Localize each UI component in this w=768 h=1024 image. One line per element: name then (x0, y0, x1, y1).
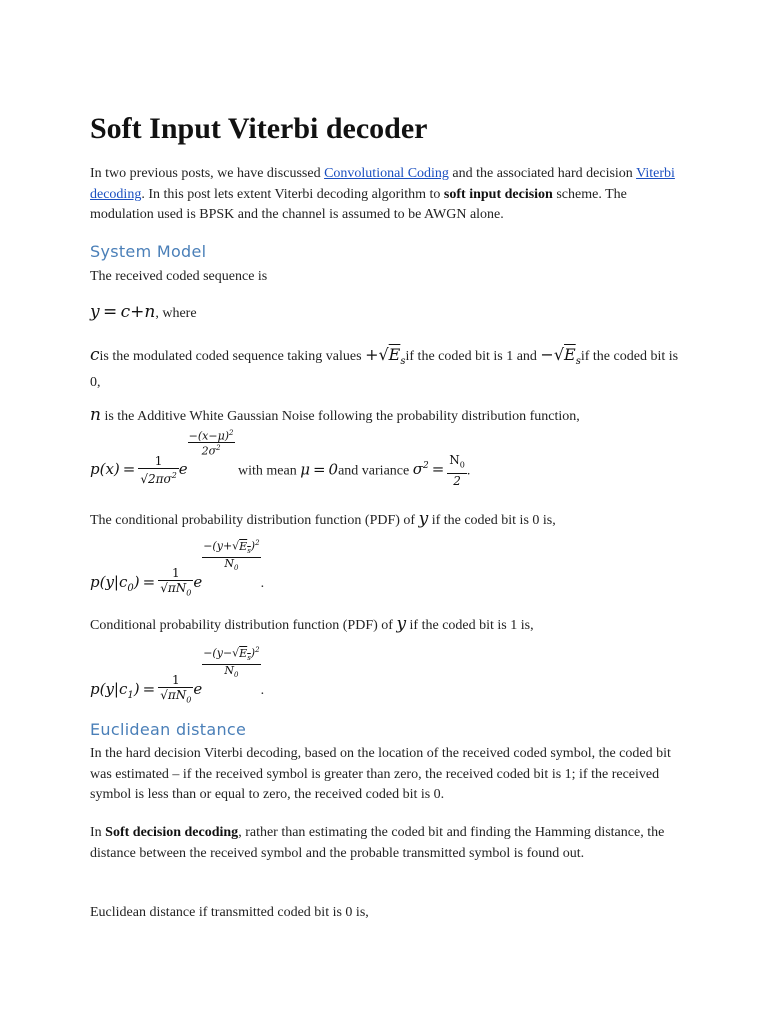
euclidean-distance-heading: Euclidean distance (90, 720, 247, 739)
intro-text: scheme. The modulation used is BPSK and the channel is assumed to be AWGN alone. (90, 186, 627, 222)
equation-pdf-c1 (90, 646, 265, 707)
convolutional-coding-link[interactable]: Convolutional Coding (324, 166, 449, 181)
soft-text: , rather than estimating the coded bit and finding the Hamming distance, the distance between the received symbol and the probable transmitted symbol is found out. (90, 825, 665, 861)
n-text: is the Additive White Gaussian Noise following the probability distribution function, (104, 409, 580, 424)
pdf1-text (90, 614, 690, 637)
minus-sqrt-es: $-√E_s$ (540, 345, 581, 368)
system-model-heading: System Model (90, 242, 207, 261)
intro-paragraph (90, 164, 690, 226)
pdf-text: if the coded bit is 0 is, (428, 513, 556, 528)
mean-text: with mean (238, 463, 301, 479)
n-description (90, 405, 690, 428)
equation-noise-pdf (90, 429, 471, 488)
c-text: is the modulated coded sequence taking values (99, 349, 366, 364)
viterbi-decoding-link[interactable]: Viterbi decoding (90, 166, 675, 202)
intro-text: . In this post lets extent Viterbi decoding algorithm to (141, 186, 444, 202)
c-text: if the coded bit is 0, (90, 349, 679, 390)
where-text: , where (155, 306, 197, 321)
equation-math: $p(y|c_0)$ = $\frac{1}{√\pi N_0}$ e $\frac{-(y+√E_s)^2}{N_0}$ (90, 539, 260, 598)
pdf-text: Conditional probability distribution function (PDF) of (90, 618, 397, 633)
period: . (466, 463, 471, 479)
y-symbol: y (396, 614, 407, 634)
period: . (260, 575, 265, 591)
hard-decision-paragraph: In the hard decision Viterbi decoding, based on the location of the received coded symbol, the coded bit was estimated – if the received symbol is greater than zero, the received coded bit is 1; if the received symbol is less than or equal to zero, the received coded bit is 0. (90, 746, 671, 802)
intro-bold-text: soft input decision (443, 186, 553, 202)
period: . (260, 682, 265, 698)
equation-math: p(x) = $\frac{1}{√2\pi\sigma^2}$ e $\frac{-(x-\mu)^2}{2\sigma^2}$ (90, 429, 234, 487)
y-symbol: y (418, 509, 429, 529)
equation-math: y = c+n (90, 302, 156, 322)
soft-decision-paragraph (90, 823, 690, 864)
received-sequence-text: The received coded sequence is (90, 269, 268, 284)
equation-received-model (90, 302, 197, 322)
pdf-text: if the coded bit is 1 is, (406, 618, 534, 633)
variance-text: and variance (338, 463, 413, 479)
equation-math: $p(y|c_1)$ = $\frac{1}{√\pi N_0}$ e $\frac{-(y-√E_s)^2}{N_0}$ (90, 646, 260, 705)
soft-text: In (90, 825, 106, 840)
pdf0-text (90, 509, 690, 532)
page-title: Soft Input Viterbi decoder (90, 112, 428, 145)
pdf-text: The conditional probability distribution function (PDF) of (90, 513, 419, 528)
mean-eq: μ = 0 (300, 460, 339, 479)
euclidean-bit0-text: Euclidean distance if transmitted coded bit is 0 is, (90, 905, 369, 920)
soft-bold-text: Soft decision decoding (105, 825, 239, 840)
n-symbol: n (90, 405, 101, 425)
c-description (90, 345, 690, 393)
equation-pdf-c0 (90, 539, 265, 600)
c-text: if the coded bit is 1 and (405, 349, 541, 364)
intro-text: In two previous posts, we have discussed (90, 166, 325, 181)
variance-eq: $\sigma^2$ = $\frac{N_0}{2}$ (412, 453, 465, 488)
plus-sqrt-es: $+√E_s$ (365, 345, 406, 368)
c-symbol: c (90, 345, 100, 365)
intro-text: and the associated hard decision (448, 166, 637, 181)
